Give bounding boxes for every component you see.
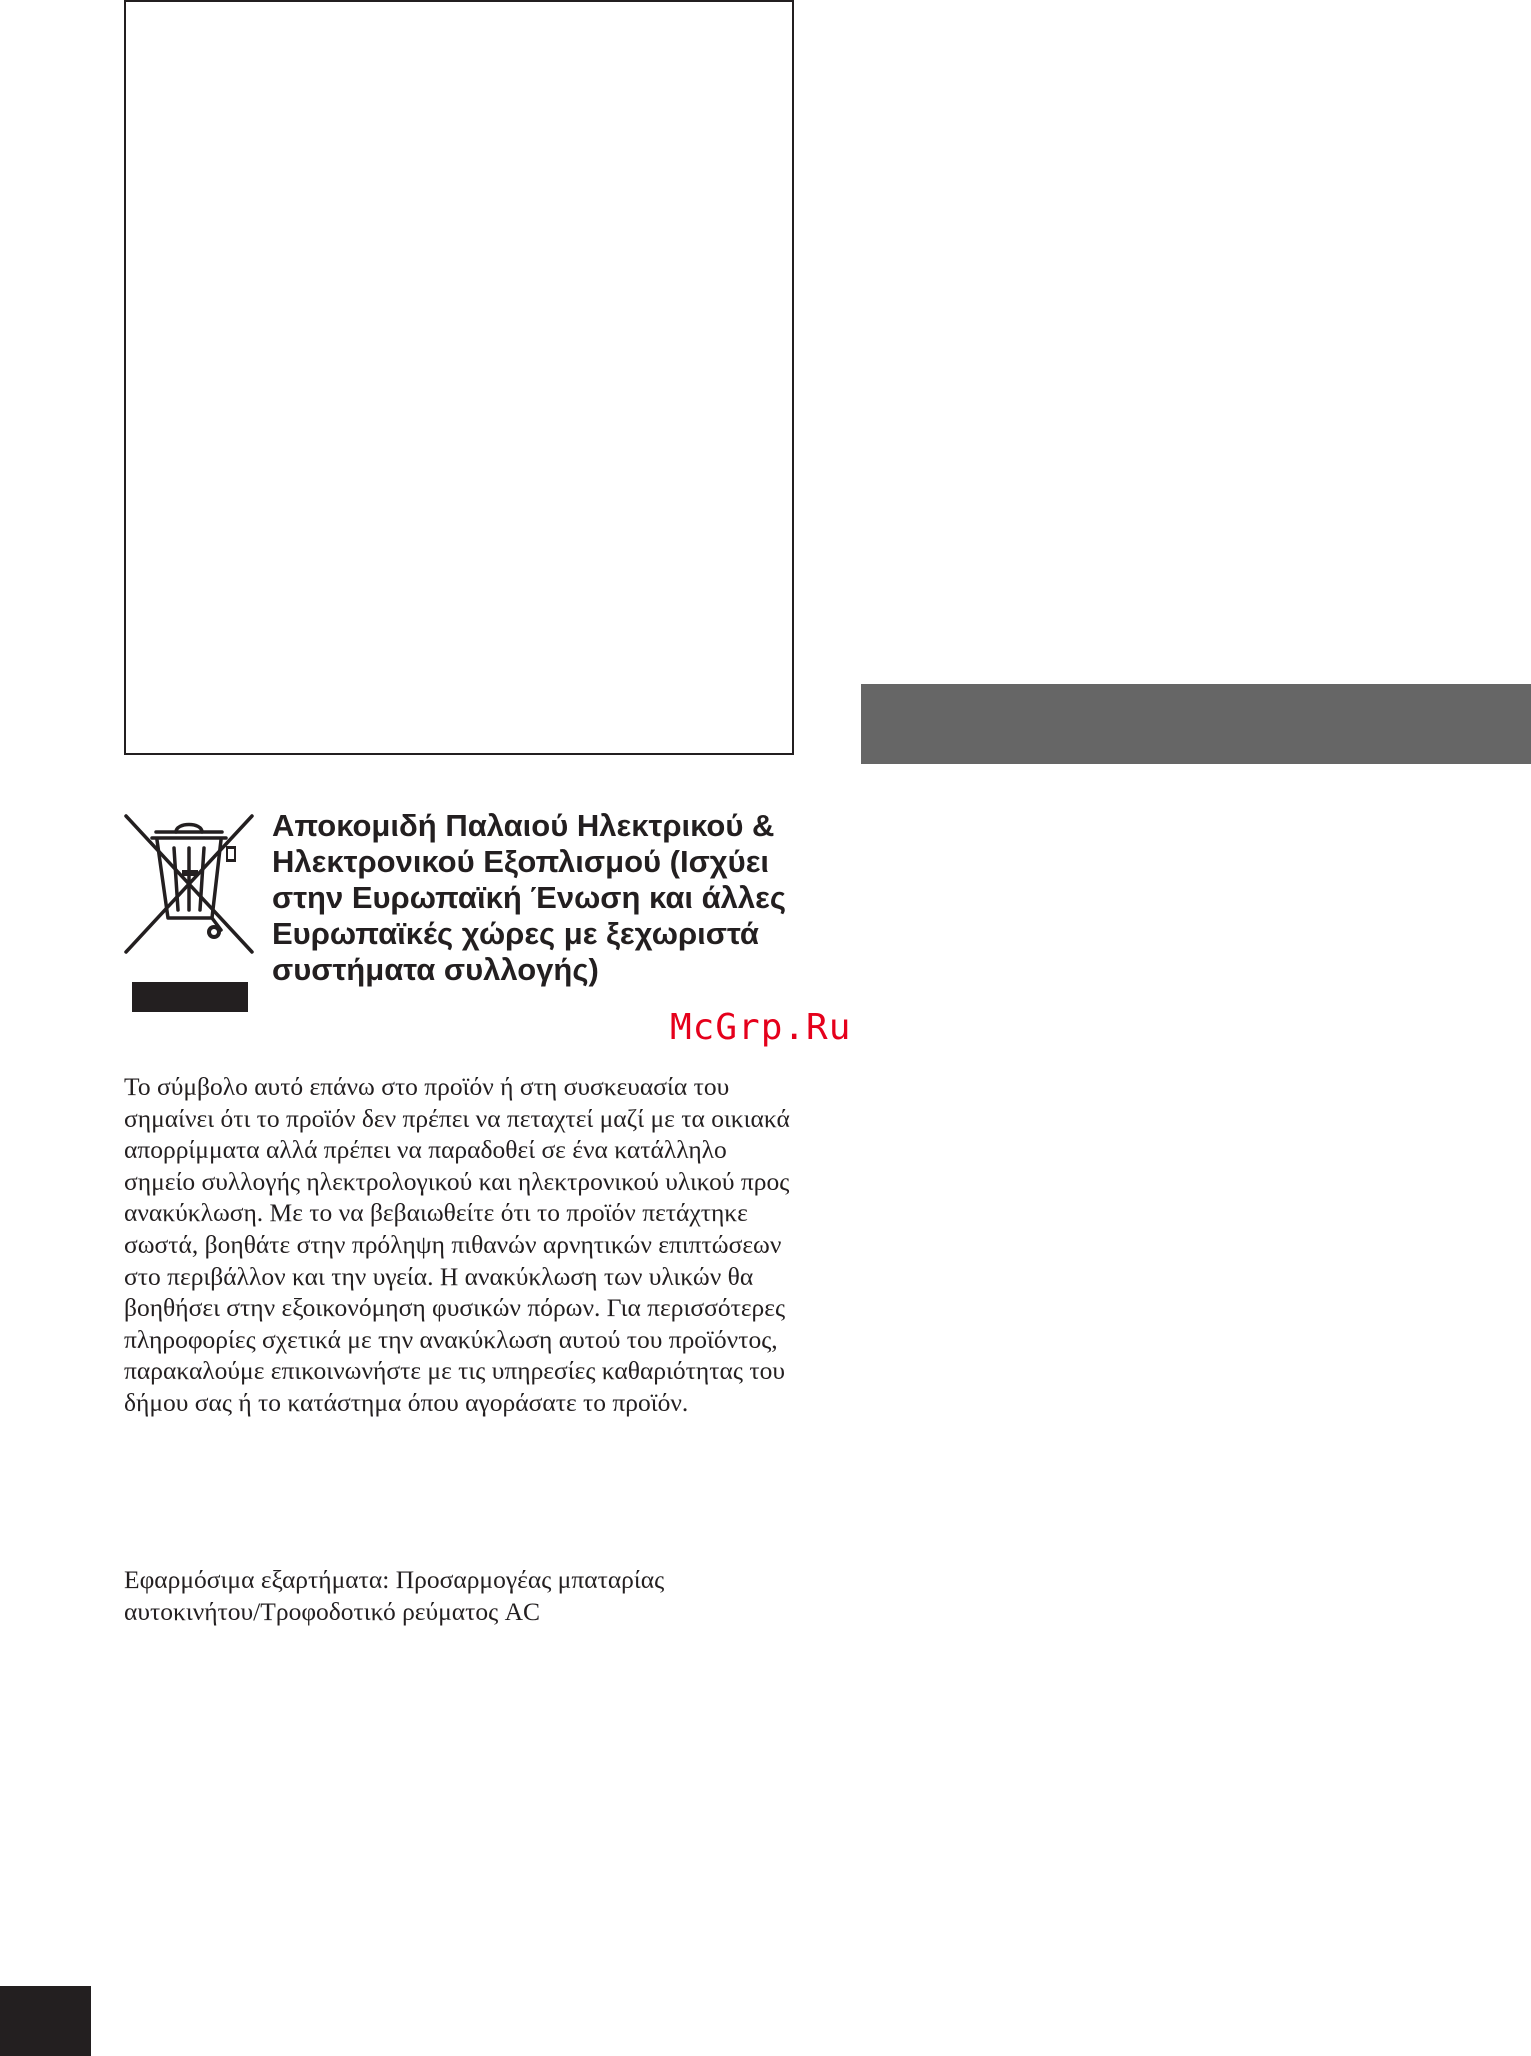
watermark: McGrp.Ru — [670, 1007, 852, 1048]
page-edge-tab — [0, 1986, 91, 2056]
applicable-accessories: Εφαρμόσιμα εξαρτήματα: Προσαρμογέας μπαταρίας αυτοκινήτου/Τροφοδοτικό ρεύματος AC — [124, 1565, 665, 1626]
empty-framed-box — [124, 0, 794, 755]
section-header-bar — [861, 684, 1531, 764]
disposal-body — [124, 1071, 792, 1419]
crossed-out-wheeled-bin-icon — [124, 814, 254, 1014]
disposal-paragraph: Το σύμβολο αυτό επάνω στο προϊόν ή στη συσκευασία του σημαίνει ότι το προϊόν δεν πρέπει να πεταχτεί μαζί με τα οικιακά απορρίμματα αλλά πρέπει να παραδοθεί σε ένα κατάλληλο σημείο συλλογής ηλεκτρολογικού και ηλεκτρονικού υλικού προς ανακύκλωση. Με το να βεβαιωθείτε ότι το προϊόν πετάχτηκε σωστά, βοηθάτε στην πρόληψη πιθανών αρνητικών επιπτώσεων στο περιβάλλον και την υγεία. Η ανακύκλωση των υλικών θα βοηθήσει στην εξοικονόμηση φυσικών πόρων. Για περισσότερες πληροφορίες σχετικά με την ανακύκλωση αυτού του προϊόντος, παρακαλούμε επικοινωνήστε με τις υπηρεσίες καθαριότητας του δήμου σας ή το κατάστημα όπου αγοράσατε το προϊόν. — [124, 1072, 790, 1417]
disposal-heading: Αποκομιδή Παλαιού Ηλεκτρικού & Ηλεκτρονικού Εξοπλισμού (Ισχύει στην Ευρωπαϊκή Ένωση και άλλες Ευρωπαϊκές χώρες με ξεχωριστά συστήματα συλλογής) — [272, 808, 786, 987]
